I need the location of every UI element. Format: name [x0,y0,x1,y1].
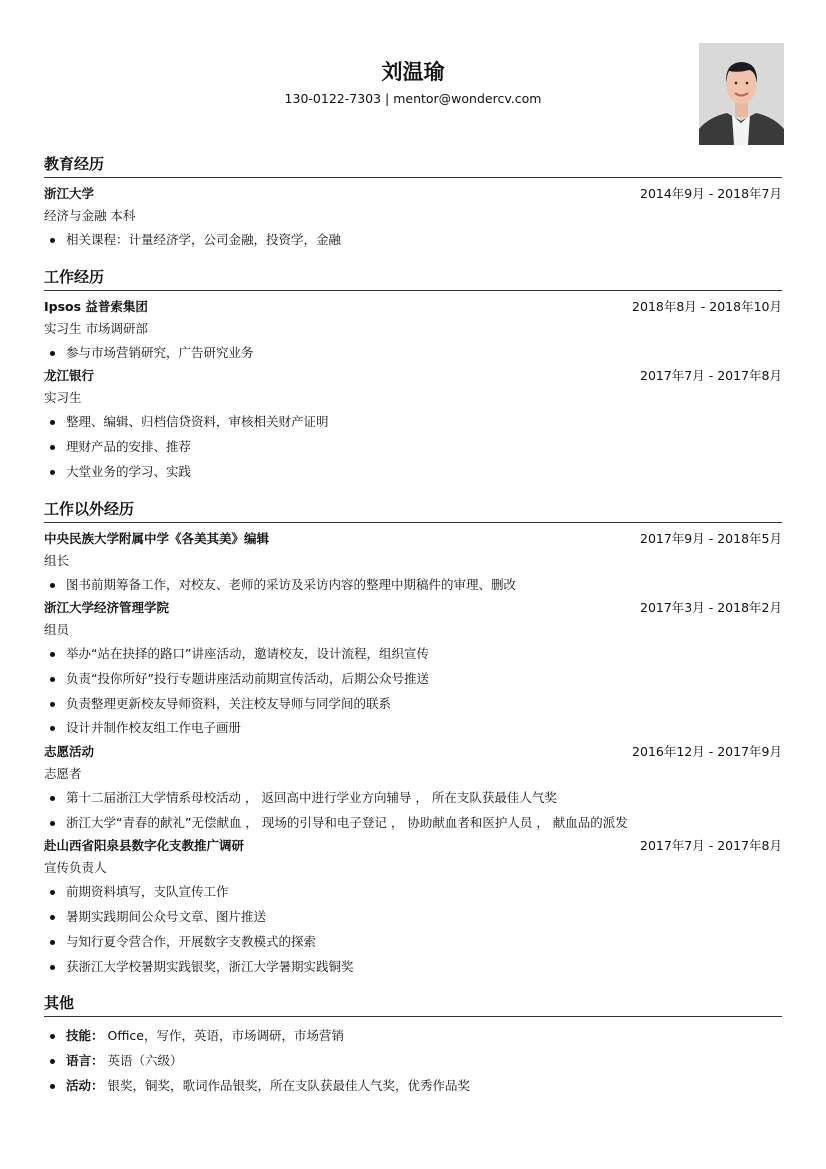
entry-role: 志愿者 [44,766,82,782]
entry-org: 浙江大学 [44,186,95,201]
entry-date: 2017年3月 - 2018年2月 [640,600,782,616]
work-section [44,267,782,485]
item-value: 银奖，铜奖，歌词作品银奖，所在支队获最佳人气奖，优秀作品奖 [103,1077,470,1093]
resume-content [44,154,782,1112]
entry [44,367,782,484]
entry-org: 龙江银行 [44,368,95,384]
bullet-item: 相关课程：计量经济学，公司金融，投资学，金融 [44,228,782,253]
item-label: 语言： [66,1052,104,1068]
item-value: Office，写作，英语，市场调研，市场营销 [103,1028,344,1044]
activities-item [44,1074,782,1099]
bullet-item: 设计并制作校友组工作电子画册 [44,716,782,741]
entry [44,599,782,741]
entry-head [44,599,782,617]
misc-section [44,993,782,1098]
section-title: 教育经历 [44,154,782,178]
other-experience-section [44,499,782,980]
entry-role: 经济与金融 本科 [44,208,136,223]
bullet-item: 暑期实践期间公众号文章、图片推送 [44,905,782,930]
education-section [44,154,782,253]
entry-date: 2017年7月 - 2017年8月 [640,368,782,384]
entry-head [44,837,782,855]
entry-org: Ipsos 益普索集团 [44,298,148,314]
bullet-list [44,573,782,598]
contact-info: 130-0122-7303 | mentor@wondercv.com [284,91,542,106]
language-item [44,1049,782,1074]
bullet-list [44,228,782,253]
entry-date: 2016年12月 - 2017年9月 [632,744,782,760]
item-value: 英语（六级） [103,1052,183,1068]
entry-head [44,530,782,548]
bullet-item: 获浙江大学校暑期实践银奖，浙江大学暑期实践铜奖 [44,955,782,980]
entry-role: 实习生 市场调研部 [44,320,148,336]
bullet-item: 负责“投你所好”投行专题讲座活动前期宣传活动，后期公众号推送 [44,667,782,692]
bullet-item: 图书前期筹备工作，对校友、老师的采访及采访内容的整理中期稿件的审理、删改 [44,573,782,598]
bullet-list [44,1024,782,1098]
item-label: 技能： [66,1028,104,1044]
entry-head [44,367,782,385]
bullet-item: 浙江大学“青春的献礼”无偿献血 ， 现场的引导和电子登记 ， 协助献血者和医护人员 ， 献血品的派发 [44,811,782,836]
entry-org: 中央民族大学附属中学《各美其美》编辑 [44,530,270,546]
entry-role: 组长 [44,552,70,568]
bullet-list [44,341,782,366]
section-title: 工作经历 [44,267,782,291]
candidate-name: 刘温瑜 [381,60,445,84]
bullet-item: 负责整理更新校友导师资料，关注校友导师与同学间的联系 [44,692,782,717]
bullet-item: 前期资料填写，支队宣传工作 [44,880,782,905]
entry-head [44,298,782,316]
item-label: 活动： [66,1077,104,1093]
bullet-item: 参与市场营销研究，广告研究业务 [44,341,782,366]
entry [44,743,782,835]
entry-date: 2017年9月 - 2018年5月 [640,530,782,546]
entry-date: 2014年9月 - 2018年7月 [640,186,782,201]
section-title: 其他 [44,993,782,1017]
entry-role: 实习生 [44,390,82,406]
entry [44,298,782,366]
entry-role: 宣传负责人 [44,860,107,876]
bullet-list [44,410,782,484]
entry-org: 赴山西省阳泉县数字化支教推广调研 [44,838,245,854]
skills-item [44,1024,782,1049]
entry [44,530,782,598]
bullet-list [44,786,782,835]
entry-head [44,743,782,761]
bullet-item: 与知行夏令营合作，开展数字支教模式的探索 [44,930,782,955]
bullet-item: 整理、编辑、归档信贷资料，审核相关财产证明 [44,410,782,435]
bullet-list [44,642,782,741]
entry-role: 组员 [44,622,70,638]
bullet-item: 理财产品的安排、推荐 [44,435,782,460]
entry-date: 2018年8月 - 2018年10月 [632,298,782,314]
section-title: 工作以外经历 [44,499,782,523]
entry [44,185,782,253]
portrait-photo [699,43,784,145]
entry-org: 志愿活动 [44,744,95,760]
bullet-item: 举办“站在抉择的路口”讲座活动，邀请校友，设计流程，组织宣传 [44,642,782,667]
bullet-item: 第十二届浙江大学情系母校活动 ， 返回高中进行学业方向辅导 ， 所在支队获最佳人气奖 [44,786,782,811]
bullet-item: 大堂业务的学习、实践 [44,460,782,485]
entry-date: 2017年7月 - 2017年8月 [640,838,782,854]
entry-head [44,185,782,203]
bullet-list [44,880,782,979]
entry [44,837,782,979]
entry-org: 浙江大学经济管理学院 [44,600,170,616]
